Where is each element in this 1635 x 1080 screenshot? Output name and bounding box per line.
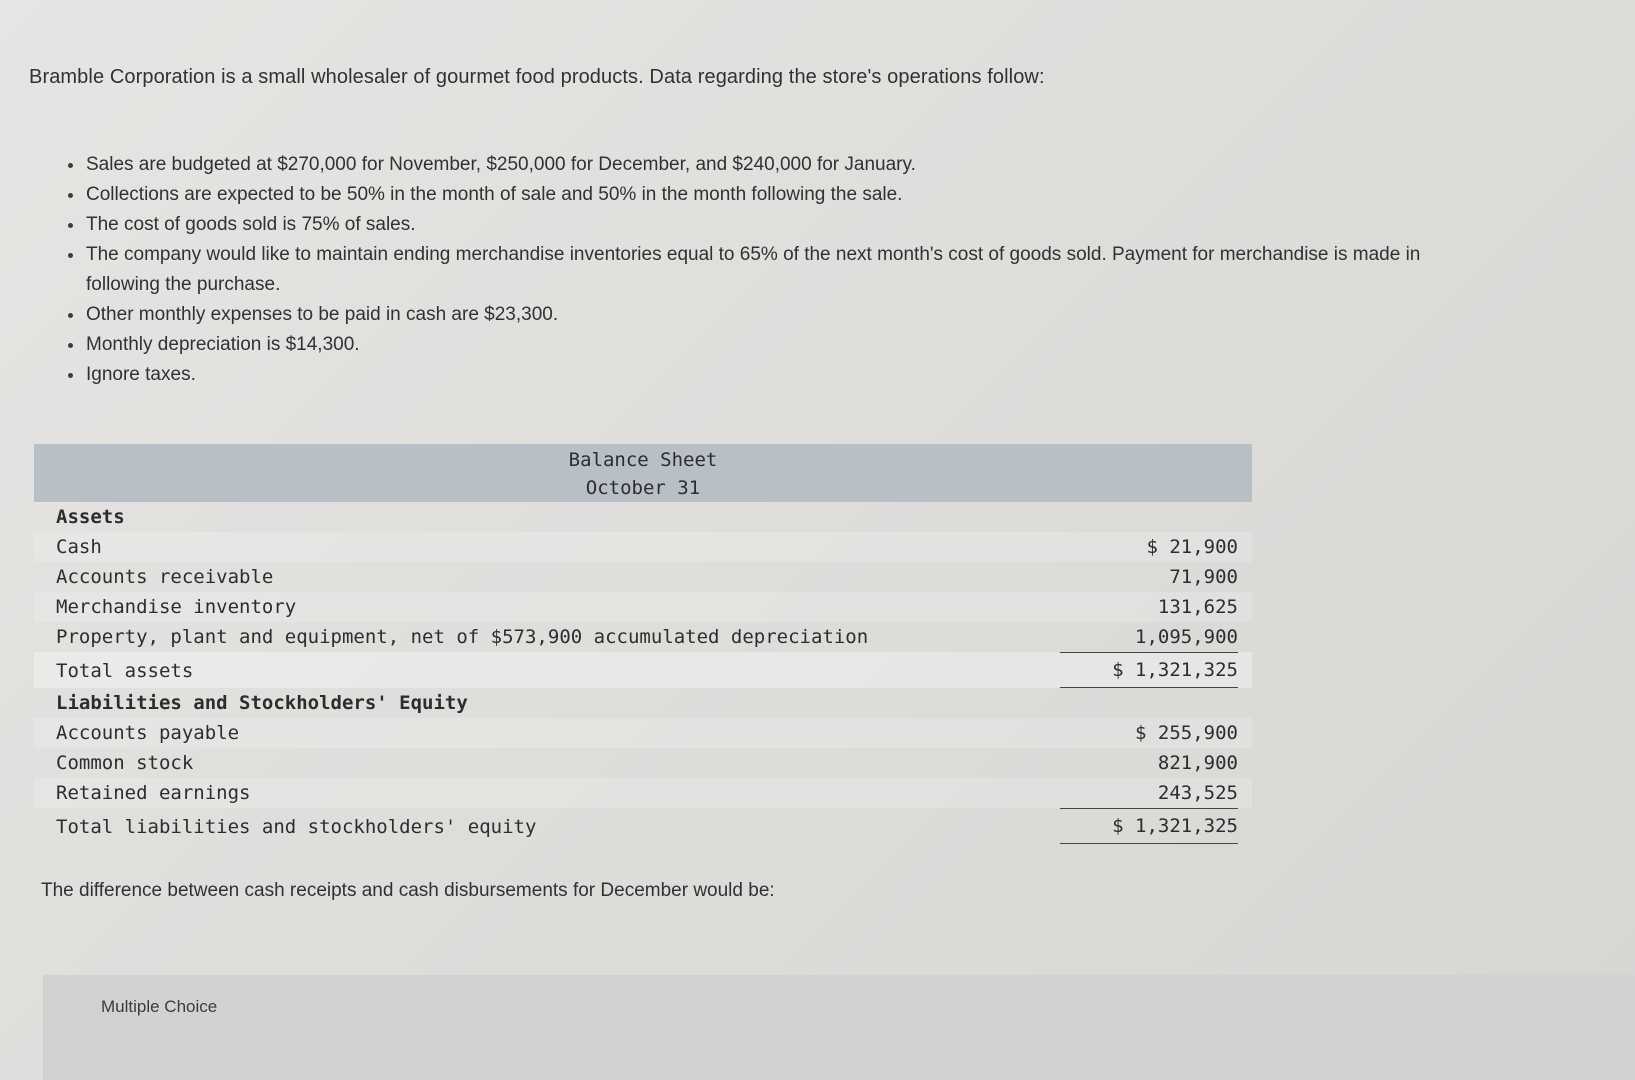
table-row bbox=[34, 622, 1252, 652]
assumption-sales bbox=[64, 150, 1635, 180]
row-value: $ 255,900 bbox=[1135, 722, 1238, 744]
table-row bbox=[34, 748, 1252, 778]
row-label: Accounts payable bbox=[56, 722, 240, 744]
liabilities-heading: Liabilities and Stockholders' Equity bbox=[56, 692, 468, 714]
assets-heading-row bbox=[34, 502, 1252, 532]
row-label: Retained earnings bbox=[56, 782, 251, 804]
balance-sheet-date: October 31 bbox=[585, 477, 701, 499]
row-label: Total liabilities and stockholders' equity bbox=[56, 816, 537, 838]
balance-sheet-title: Balance Sheet bbox=[568, 449, 718, 471]
assumption-text: Other monthly expenses to be paid in cash are $23,300. bbox=[86, 304, 559, 325]
row-label: Merchandise inventory bbox=[56, 596, 297, 618]
assumption-text: The cost of goods sold is 75% of sales. bbox=[86, 214, 416, 235]
table-row bbox=[34, 718, 1252, 748]
balance-sheet-header bbox=[34, 444, 1252, 502]
assumption-text-continued: following the purchase. bbox=[86, 274, 281, 295]
assumption-taxes bbox=[64, 360, 1635, 390]
row-label: Property, plant and equipment, net of $573,900 accumulated depreciation bbox=[56, 626, 869, 648]
multiple-choice-label: Multiple Choice bbox=[101, 997, 218, 1016]
row-label: Common stock bbox=[56, 752, 194, 774]
question-text: The difference between cash receipts and cash disbursements for December would be: bbox=[41, 880, 775, 901]
assumption-other-expenses bbox=[64, 300, 1635, 330]
assumption-text: Monthly depreciation is $14,300. bbox=[86, 334, 360, 355]
row-value: $ 1,321,325 bbox=[1060, 652, 1238, 688]
balance-sheet-table bbox=[34, 444, 1252, 844]
assumption-text: Ignore taxes. bbox=[86, 364, 196, 385]
row-value: $ 1,321,325 bbox=[1060, 808, 1238, 844]
row-value: $ 21,900 bbox=[1146, 536, 1238, 558]
row-value: 821,900 bbox=[1157, 752, 1238, 774]
assumption-cogs bbox=[64, 210, 1635, 240]
assumption-text: Sales are budgeted at $270,000 for November, $250,000 for December, and $240,000 for January. bbox=[86, 154, 916, 175]
assumption-text: The company would like to maintain ending merchandise inventories equal to 65% of the next month's cost of goods sold. Payment for merchandise is made in bbox=[86, 244, 1421, 265]
total-liabilities-row bbox=[34, 808, 1252, 844]
multiple-choice-panel bbox=[43, 975, 1635, 1080]
assumption-depreciation bbox=[64, 330, 1635, 360]
assumptions-list bbox=[64, 150, 1635, 390]
row-value: 243,525 bbox=[1157, 782, 1238, 804]
table-row bbox=[34, 532, 1252, 562]
row-value: 131,625 bbox=[1157, 596, 1238, 618]
problem-intro: Bramble Corporation is a small wholesaler of gourmet food products. Data regarding the store's operations follow: bbox=[29, 66, 1045, 88]
assumption-text: Collections are expected to be 50% in the month of sale and 50% in the month following the sale. bbox=[86, 184, 903, 205]
total-assets-row bbox=[34, 652, 1252, 688]
row-value: 1,095,900 bbox=[1135, 626, 1238, 648]
liabilities-heading-row bbox=[34, 688, 1252, 718]
assets-heading: Assets bbox=[56, 506, 125, 528]
table-row bbox=[34, 562, 1252, 592]
table-row bbox=[34, 778, 1252, 808]
row-label: Cash bbox=[56, 536, 102, 558]
row-value: 71,900 bbox=[1169, 566, 1238, 588]
assumption-inventory bbox=[64, 240, 1635, 300]
row-label: Accounts receivable bbox=[56, 566, 274, 588]
table-row bbox=[34, 592, 1252, 622]
row-label: Total assets bbox=[56, 660, 194, 682]
assumption-collections bbox=[64, 180, 1635, 210]
